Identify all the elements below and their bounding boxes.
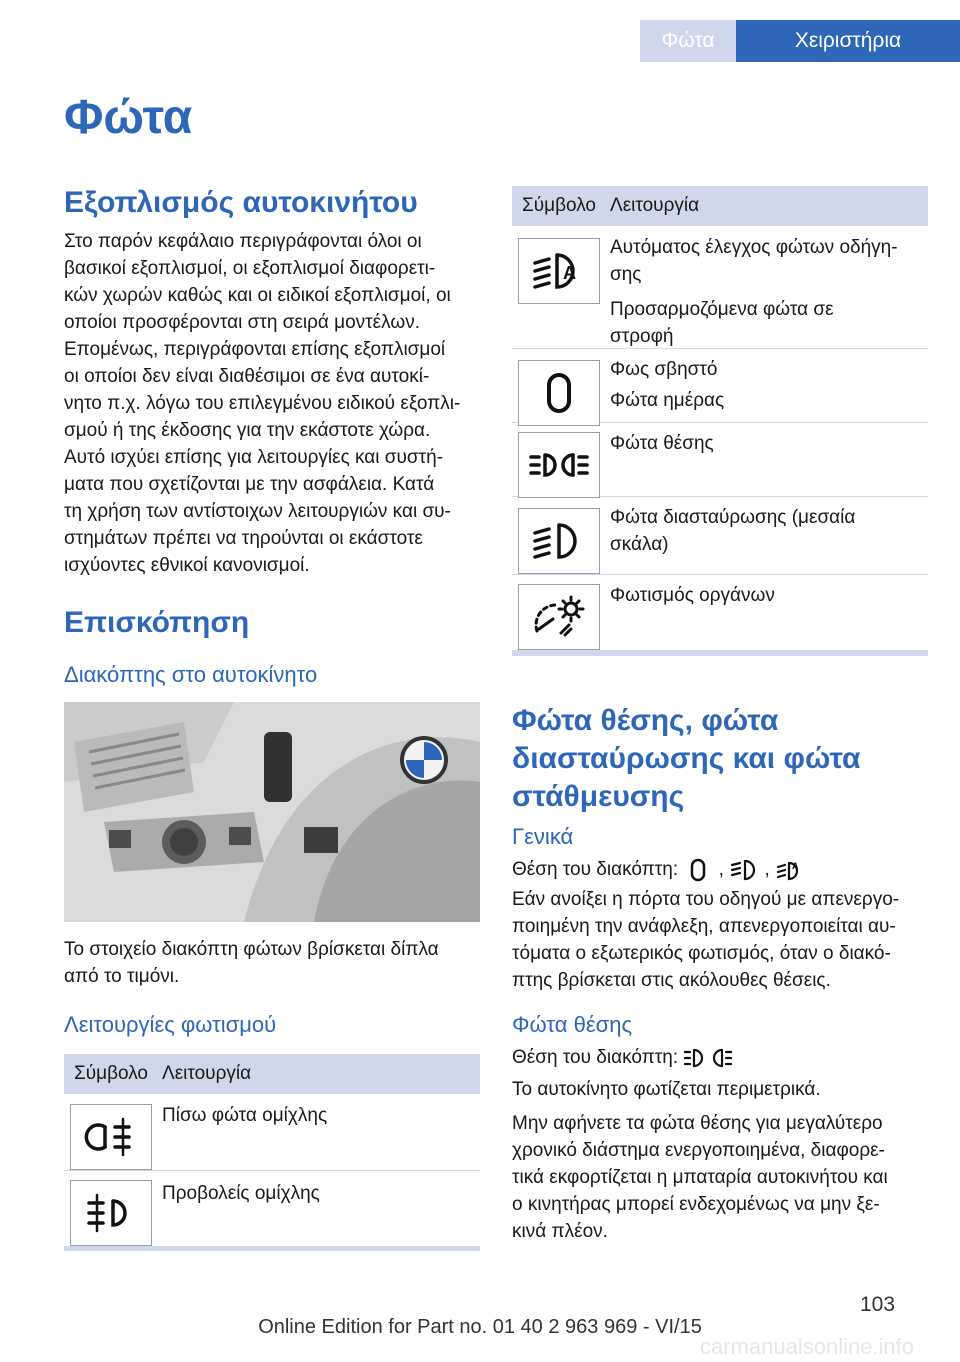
front-fog-light-icon (70, 1180, 152, 1246)
table-header (512, 186, 928, 226)
lights-off-icon (683, 857, 713, 883)
edition-footer: Online Edition for Part no. 01 40 2 963 969 - VI/15 (258, 1316, 702, 1338)
header-tab-chapter[interactable]: Χειριστήρια (736, 20, 960, 62)
header-tab-section[interactable]: Φώτα (640, 20, 736, 62)
row-text: Φώτα θέσης (610, 433, 714, 454)
table-row (64, 1094, 480, 1171)
row-text: Φως σβηστό Φώτα ημέρας (610, 359, 725, 411)
table-row (512, 226, 928, 349)
position-switch-line: Θέση του διακόπτη: (512, 1044, 932, 1071)
equipment-heading: Εξοπλισμός αυτοκινήτου (64, 186, 418, 219)
table-row (512, 574, 928, 651)
general-heading: Γενικά (512, 824, 574, 849)
page-title: Φώτα (64, 91, 193, 144)
equipment-text: Στο παρόν κεφάλαιο περιγράφονται όλοι οι βασικοί εξοπλισμοί, οι εξοπλισμοί διαφορετι- κών χωρών καθώς και οι ειδικοί εξοπλισμοί, οι οποίοι προσφέρονται στη σειρά μοντέλων. Επομένως, περιγράφονται επίσης εξοπλισμοί οι οποίοι δεν είναι διαθέσιμοι σε ένα αυτοκί- νητο π.χ. λόγω του επιλεγμένου ειδικού εξοπλι- σμού ή της έκδοσης για την εκάστοτε χώρα. Αυτό ισχύει επίσης για λειτουργίες και συστή- ματα που σχετίζονται με την ασφάλεια. Κατά τη χρήση των αντίστοιχων λειτουργιών και συ- στημάτων πρέπει να τηρούνται οι εκάστοτε ισχύοντες εθνικοί κανονισμοί. (64, 231, 461, 576)
general-text: Εάν ανοίξει η πόρτα του οδηγού με απενεργο- ποιημένη την ανάφλεξη, απενεργοποιείται αυ- τόματα ο εξωτερικός φωτισμός, όταν ο διακό- πτης βρίσκεται στις ακόλουθες θέσεις. (512, 889, 900, 991)
instrument-lighting-icon (518, 584, 600, 650)
position-text-1: Το αυτοκίνητο φωτίζεται περιμετρικά. (512, 1079, 821, 1100)
light-switch-photo (64, 702, 480, 922)
functions-table-right (512, 186, 928, 658)
col-function: Λειτουργία (162, 1063, 252, 1084)
watermark: carmanualsonline.info (700, 1334, 915, 1359)
photo-caption: Το στοιχείο διακόπτη φώτων βρίσκεται δίπλα από το τιμόνι. (64, 939, 439, 987)
row-text: Φωτισμός οργάνων (610, 585, 775, 606)
low-beam-icon (518, 508, 600, 574)
svg-text:A: A (792, 860, 799, 871)
rear-fog-light-icon (70, 1104, 152, 1170)
auto-headlight-icon (518, 238, 600, 304)
row-text: Προβολείς ομίχλης (162, 1183, 320, 1204)
position-heading: Φώτα θέσης (512, 1012, 633, 1037)
table-bottom-rule (64, 1246, 480, 1251)
section-heading: Φώτα θέσης, φώτα διασταύρωσης και φώτα στάθμευσης (512, 704, 861, 813)
table-row (64, 1170, 480, 1249)
lights-off-icon (518, 360, 600, 426)
auto-headlight-icon (775, 857, 805, 883)
row-text: Αυτόματος έλεγχος φώτων οδήγη- σης Προσαρμοζόμενα φώτα σε στροφή (610, 237, 898, 347)
switch-positions-line: Θέση του διακόπτη: , , A (512, 856, 932, 883)
table-bottom-rule (512, 651, 928, 656)
row-text: Πίσω φώτα ομίχλης (162, 1105, 328, 1126)
parking-light-icon (518, 432, 600, 498)
col-symbol: Σύμβολο (522, 195, 596, 216)
page-number: 103 (860, 1293, 896, 1316)
position-text-2: Μην αφήνετε τα φώτα θέσης για μεγαλύτερο χρονικό διάστημα ενεργοποιημένα, διαφορε- τικά εκφορτίζεται η μπαταρία αυτοκινήτου και ο κινητήρας μπορεί ενδεχομένως να μην ξε- κινά πλέον. (512, 1113, 888, 1242)
table-header (64, 1054, 480, 1094)
parking-light-icon (683, 1045, 733, 1071)
col-symbol: Σύμβολο (74, 1063, 148, 1084)
table-row (512, 496, 928, 575)
table-row (512, 348, 928, 423)
col-function: Λειτουργία (610, 195, 700, 216)
switch-heading: Διακόπτης στο αυτοκίνητο (64, 662, 318, 687)
table-row (512, 422, 928, 497)
low-beam-icon (729, 857, 759, 883)
row-text: Φώτα διασταύρωσης (μεσαία σκάλα) (610, 507, 856, 555)
functions-heading: Λειτουργίες φωτισμού (64, 1012, 277, 1037)
svg-text:A: A (563, 263, 576, 283)
overview-heading: Επισκόπηση (64, 606, 250, 639)
functions-table-left (64, 1054, 480, 1254)
